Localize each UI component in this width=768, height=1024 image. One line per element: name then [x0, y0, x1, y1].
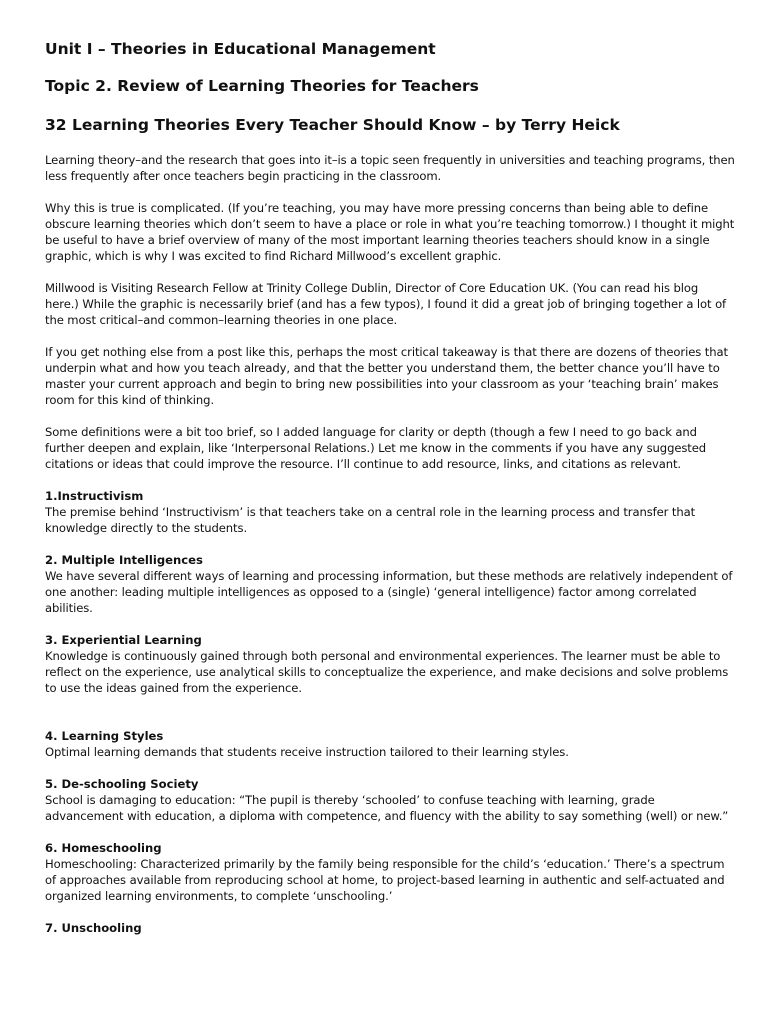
- document-page: [45, 38, 735, 952]
- theory-title: 5. De-schooling Society: [45, 777, 199, 791]
- theory-section: [45, 840, 735, 904]
- theory-title: 3. Experiential Learning: [45, 633, 202, 647]
- theory-section: [45, 728, 735, 760]
- theory-title: 2. Multiple Intelligences: [45, 553, 203, 567]
- theory-description: Knowledge is continuously gained through both personal and environmental experiences. The learner must be able to reflect on the experience, use analytical skills to conceptualize the experience, and make decisions and solve problems to use the ideas gained from the experience.: [45, 649, 729, 695]
- theory-section: [45, 632, 735, 696]
- intro-paragraph: Why this is true is complicated. (If you’re teaching, you may have more pressing concerns than being able to define obscure learning theories which don’t seem to have a place or role in what you’re teaching tomorrow.) I thought it might be useful to have a brief overview of many of the most important learning theories teachers should know in a single graphic, which is why I was excited to find Richard Millwood’s excellent graphic.: [45, 201, 735, 263]
- intro-paragraph: If you get nothing else from a post like this, perhaps the most critical takeaway is that there are dozens of theories that underpin what and how you teach already, and that the better you understand them, the better chance you’ll have to master your current approach and begin to bring new possibilities into your classroom as your ‘teaching brain’ makes room for this kind of thinking.: [45, 345, 728, 407]
- theory-title: 7. Unschooling: [45, 921, 142, 935]
- theory-description: The premise behind ‘Instructivism’ is that teachers take on a central role in the learning process and transfer that knowledge directly to the students.: [45, 505, 696, 535]
- intro-paragraph: Millwood is Visiting Research Fellow at Trinity College Dublin, Director of Core Education UK. (You can read his blog here.) While the graphic is necessarily brief (and has a few typos), I found it did a great job of bringing together a lot of the most critical–and common–learning theories in one place.: [45, 281, 727, 327]
- unit-heading: Unit I – Theories in Educational Management: [45, 40, 436, 58]
- theory-title: 1.Instructivism: [45, 489, 144, 503]
- topic-heading: Topic 2. Review of Learning Theories for Teachers: [45, 77, 479, 95]
- theory-title: 6. Homeschooling: [45, 841, 162, 855]
- theory-section: [45, 920, 735, 936]
- theory-description: Homeschooling: Characterized primarily by the family being responsible for the child’s ‘education.’ There’s a spectrum of approaches available from reproducing school at home, to project-based learning in authentic and self-actuated and organized learning environments, to complete ‘unschooling.’: [45, 857, 725, 903]
- theory-section: [45, 552, 735, 616]
- theory-description: School is damaging to education: “The pupil is thereby ‘schooled’ to confuse teaching with learning, grade advancement with education, a diploma with competence, and fluency with the ability to say something (well) or new.”: [45, 793, 729, 823]
- theory-title: 4. Learning Styles: [45, 729, 164, 743]
- article-title: 32 Learning Theories Every Teacher Should Know – by Terry Heick: [45, 116, 620, 134]
- intro-paragraph: Learning theory–and the research that goes into it–is a topic seen frequently in universities and teaching programs, then less frequently after once teachers begin practicing in the classroom.: [45, 153, 735, 183]
- theory-description: Optimal learning demands that students receive instruction tailored to their learning styles.: [45, 745, 569, 759]
- theory-section: [45, 776, 735, 824]
- intro-paragraph: Some definitions were a bit too brief, so I added language for clarity or depth (though a few I need to go back and further deepen and explain, like ‘Interpersonal Relations.) Let me know in the comments if you have any suggested citations or ideas that could improve the resource. I’ll continue to add resource, links, and citations as relevant.: [45, 425, 707, 471]
- theory-description: We have several different ways of learning and processing information, but these methods are relatively independent of one another: leading multiple intelligences as opposed to a (single) ‘general intelligence) factor among correlated abilities.: [45, 569, 733, 615]
- theory-section: [45, 488, 735, 536]
